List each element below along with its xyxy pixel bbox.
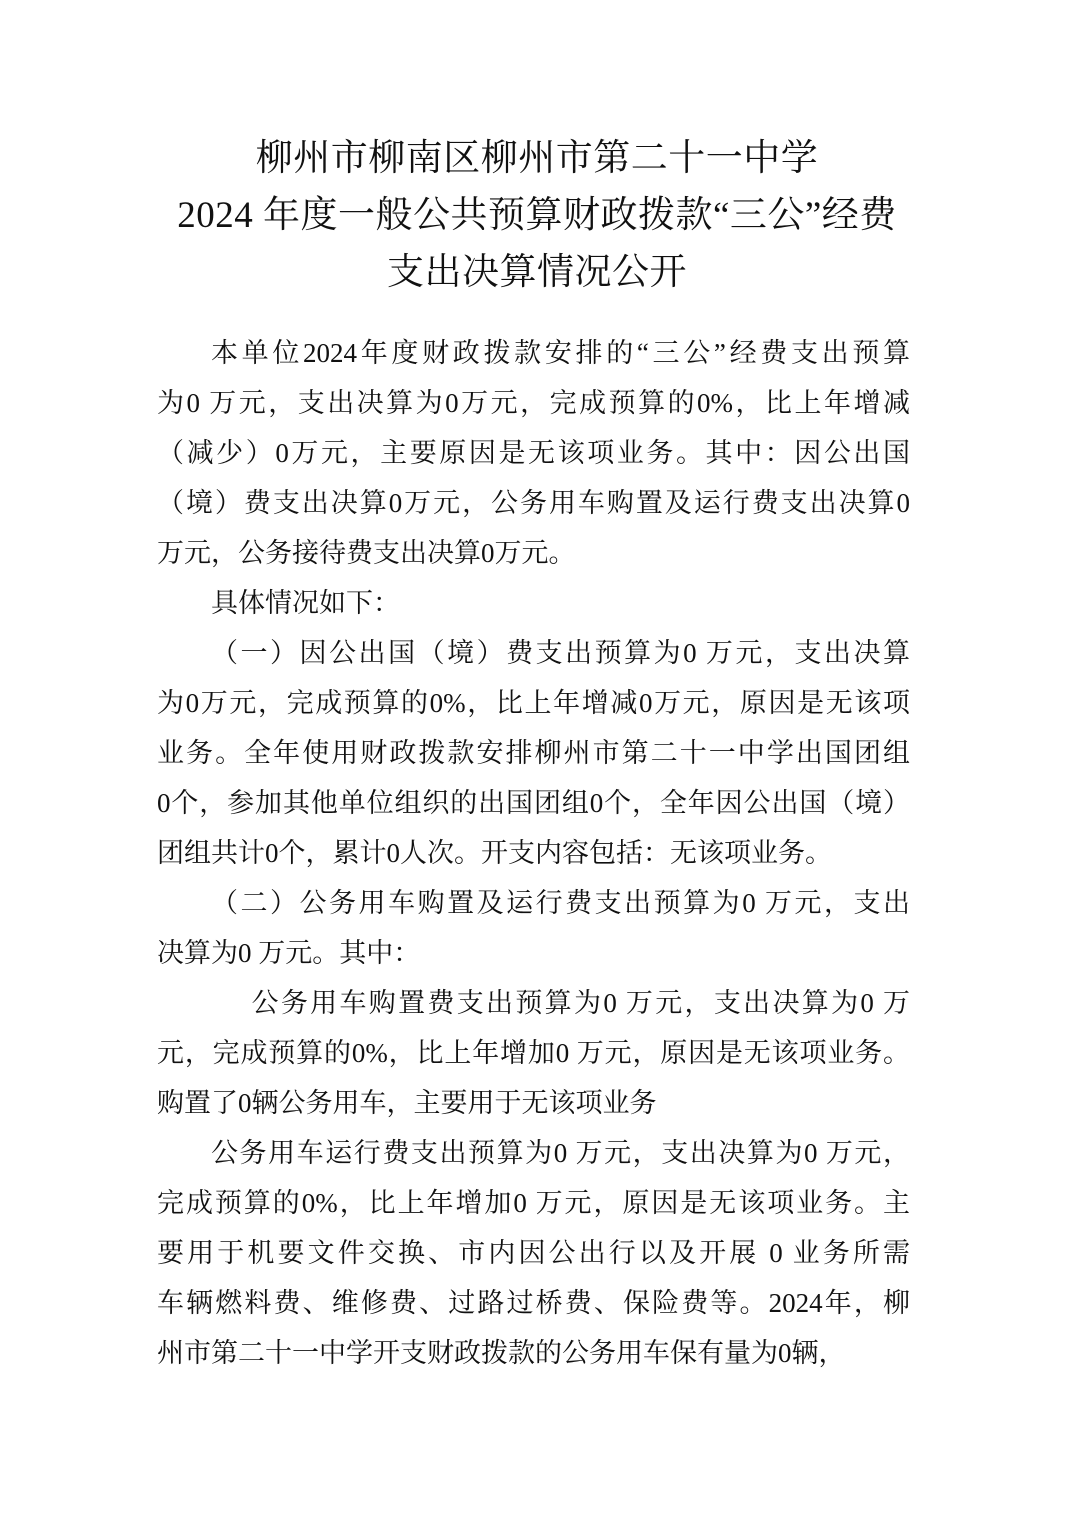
body-line: 公务用车运行费支出预算为0 万元，支出决算为0 万元，: [211, 1138, 910, 1168]
paragraph-3: [157, 628, 910, 878]
body-line: 业务。全年使用财政拨款安排柳州市第二十一中学出国团组: [157, 738, 910, 768]
document-title: [0, 0, 1074, 301]
document-body: [157, 328, 910, 1378]
body-line: 车辆燃料费、维修费、过路过桥费、保险费等。2024年，柳: [157, 1288, 910, 1318]
body-line: 决算为0 万元。其中：: [157, 938, 421, 968]
body-line: （境）费支出决算0万元，公务用车购置及运行费支出决算0: [157, 488, 910, 518]
body-line: 为0 万元，支出决算为0万元，完成预算的0%，比上年增减: [157, 388, 910, 418]
body-line: 要用于机要文件交换、市内因公出行以及开展 0 业务所需: [157, 1238, 910, 1268]
body-line: （一）因公出国（境）费支出预算为0 万元，支出决算: [211, 638, 910, 668]
body-line: 购置了0辆公务用车，主要用于无该项业务: [157, 1088, 657, 1118]
title-line-2: 2024 年度一般公共预算财政拨款“三公”经费: [177, 195, 897, 236]
body-line: 本单位2024年度财政拨款安排的“三公”经费支出预算: [211, 338, 910, 368]
body-line: （减少）0万元，主要原因是无该项业务。其中：因公出国: [157, 438, 910, 468]
body-line: 具体情况如下：: [211, 588, 400, 618]
paragraph-2: [157, 578, 910, 628]
body-line: 团组共计0个，累计0人次。开支内容包括：无该项业务。: [157, 838, 832, 868]
paragraph-4: [157, 878, 910, 978]
paragraph-1: [157, 328, 910, 578]
body-line: 万元，公务接待费支出决算0万元。: [157, 538, 576, 568]
paragraph-5: [157, 978, 910, 1128]
paragraph-6: [157, 1128, 910, 1378]
body-line: （二）公务用车购置及运行费支出预算为0 万元，支出: [211, 888, 910, 918]
title-line-3: 支出决算情况公开: [387, 252, 687, 293]
body-line: 0个，参加其他单位组织的出国团组0个，全年因公出国（境）: [157, 788, 910, 818]
body-line: 元，完成预算的0%，比上年增加0 万元，原因是无该项业务。: [157, 1038, 910, 1068]
body-line: 州市第二十一中学开支财政拨款的公务用车保有量为0辆，: [157, 1338, 846, 1368]
body-line: 为0万元，完成预算的0%，比上年增减0万元，原因是无该项: [157, 688, 910, 718]
body-line: 完成预算的0%，比上年增加0 万元，原因是无该项业务。主: [157, 1188, 910, 1218]
title-line-1: 柳州市柳南区柳州市第二十一中学: [255, 138, 819, 179]
body-line: 公务用车购置费支出预算为0 万元，支出决算为0 万: [251, 988, 910, 1018]
